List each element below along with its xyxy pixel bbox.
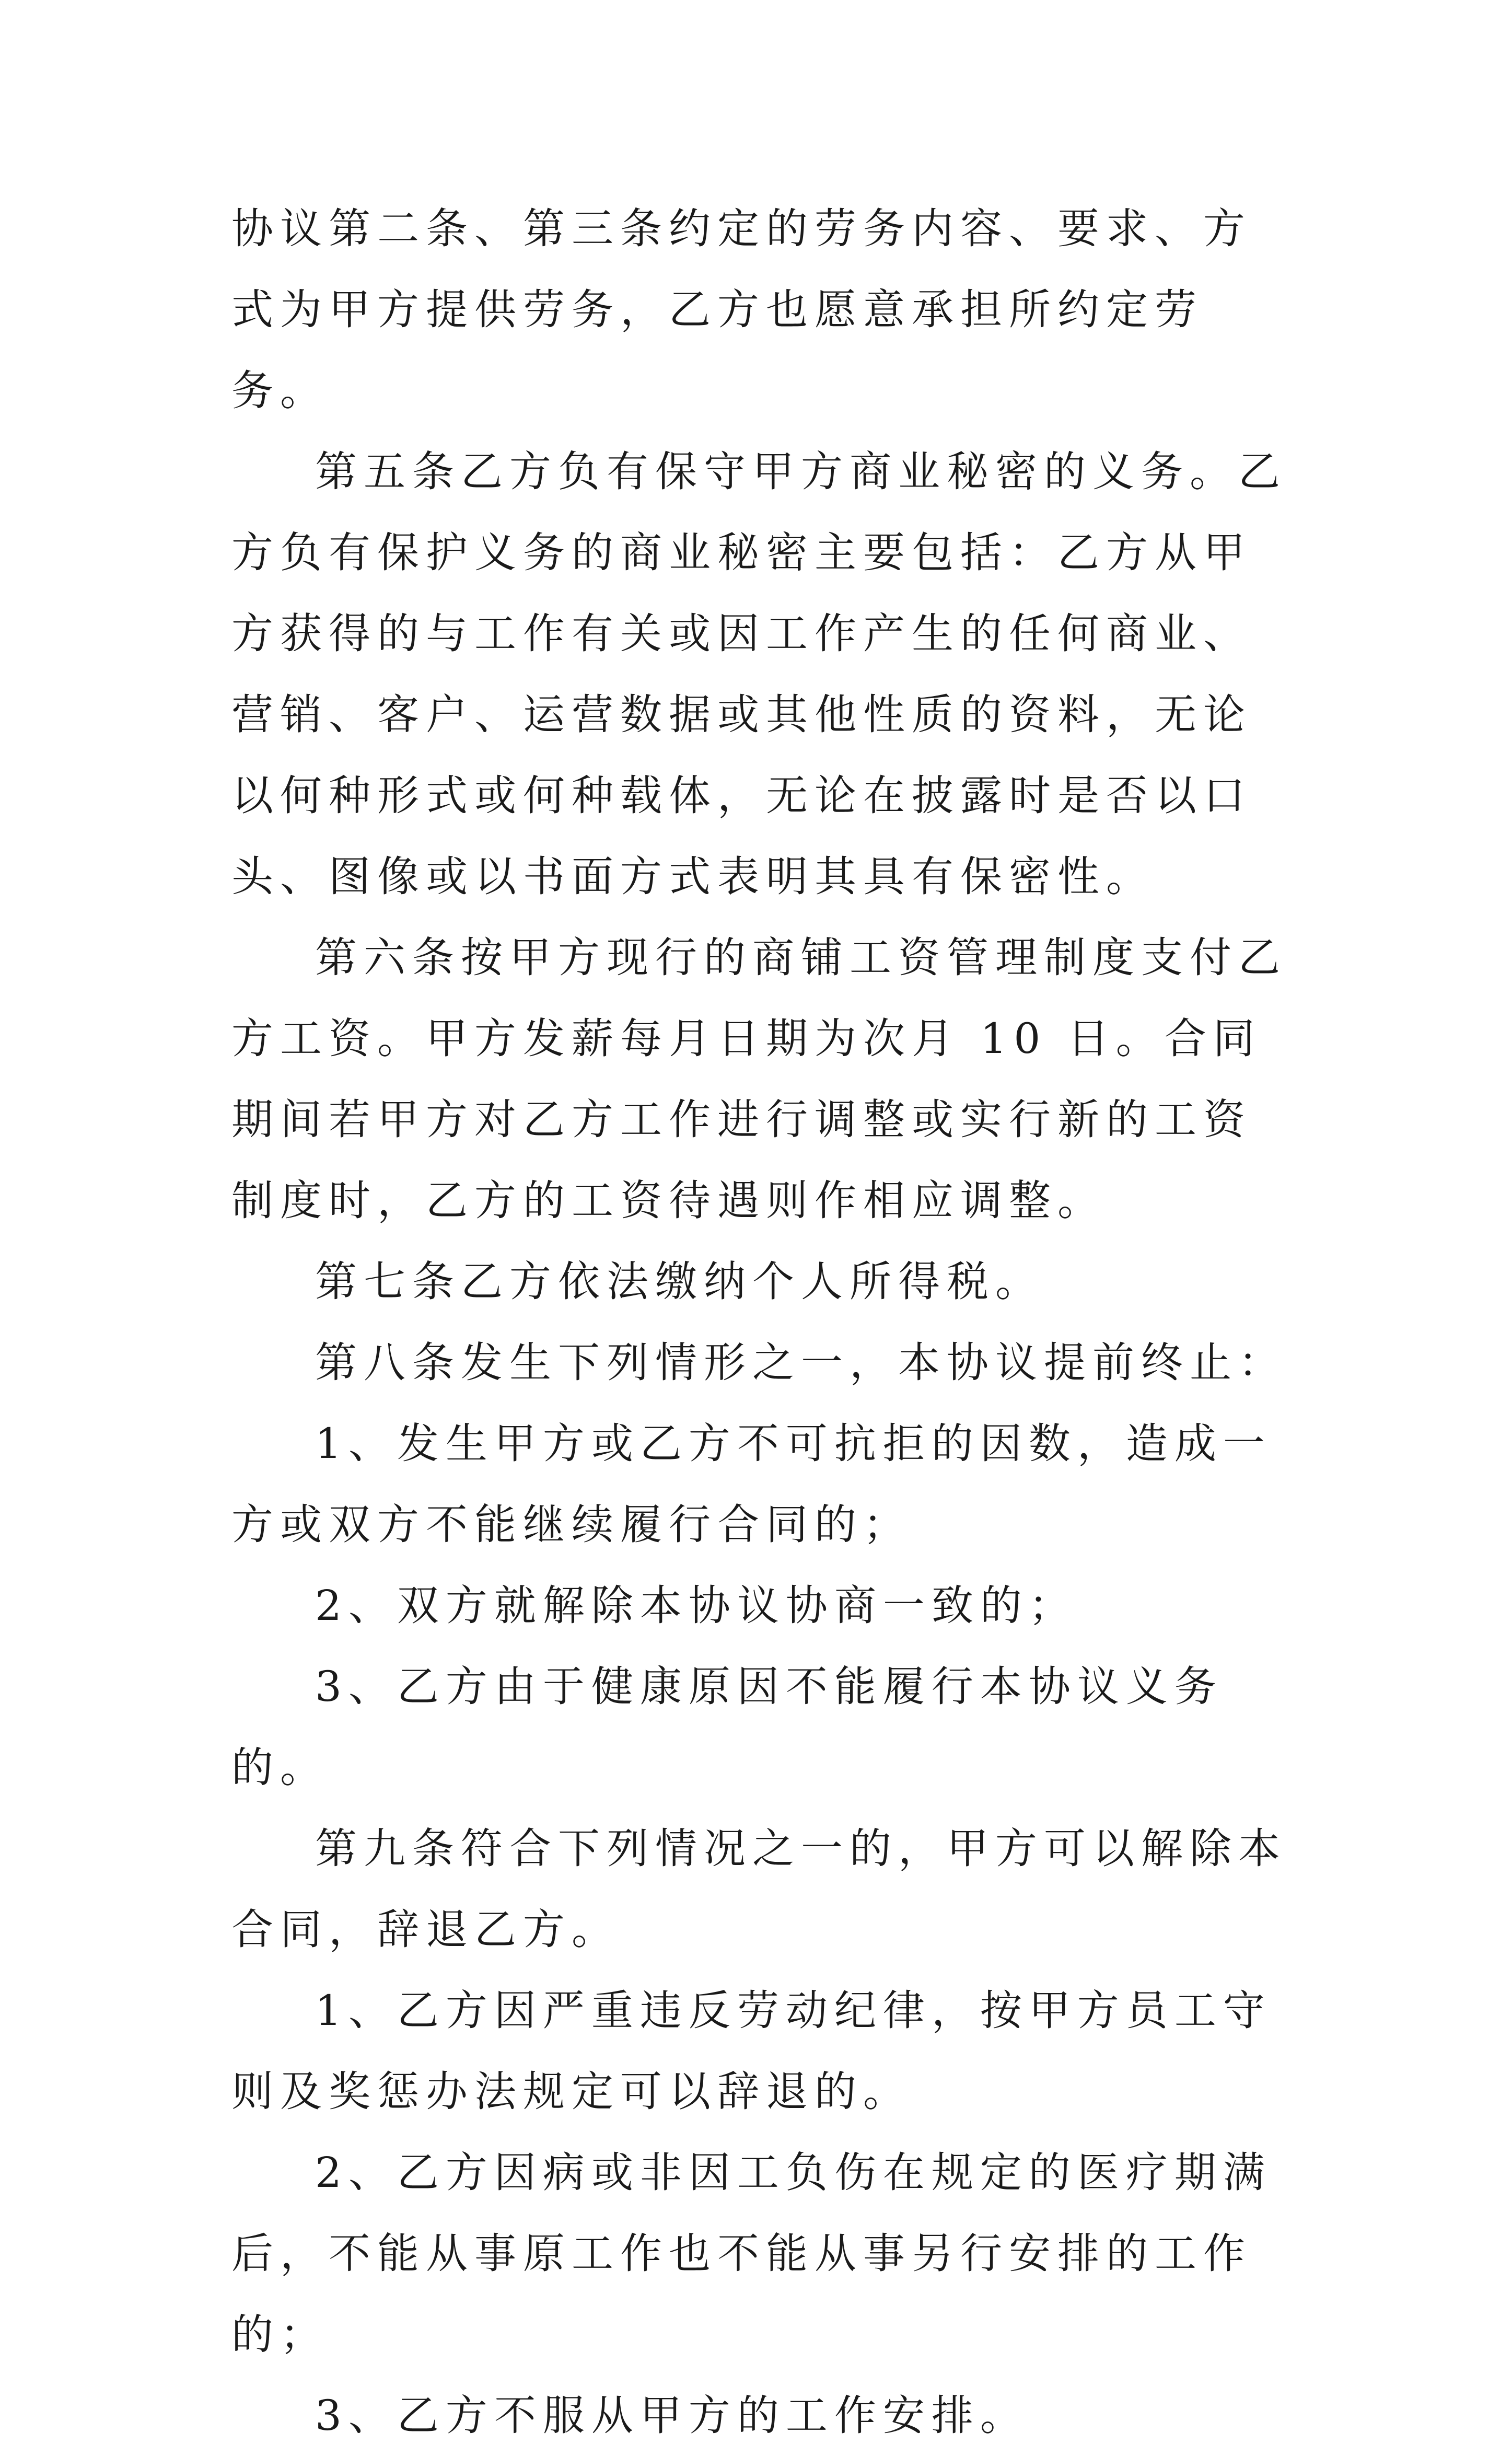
- list-item-article-8-1: 1、发生甲方或乙方不可抗拒的因数，造成一方或双方不能继续履行合同的；: [231, 1419, 1272, 1549]
- paragraph-article-8: 第八条发生下列情形之一，本协议提前终止：: [315, 1338, 1287, 1387]
- list-item-article-9-2: 2、乙方因病或非因工负伤在规定的医疗期满后，不能从事原工作也不能从事另行安排的工作的；: [231, 2148, 1272, 2359]
- paragraph-article-9: 第九条符合下列情况之一的，甲方可以解除本合同，辞退乙方。: [231, 1824, 1287, 1954]
- paragraph-continued-clause: 协议第二条、第三条约定的劳务内容、要求、方式为甲方提供劳务，乙方也愿意承担所约定劳务。: [231, 204, 1252, 415]
- list-item-article-9-3: 3、乙方不服从甲方的工作安排。: [315, 2391, 1029, 2440]
- document-body: [231, 188, 1297, 2456]
- paragraph-article-5: 第五条乙方负有保守甲方商业秘密的义务。乙方负有保护义务的商业秘密主要包括：乙方从甲方获得的与工作有关或因工作产生的任何商业、营销、客户、运营数据或其他性质的资料，无论以何种形式或何种载体，无论在披露时是否以口头、图像或以书面方式表明其具有保密性。: [231, 447, 1287, 901]
- paragraph-article-7: 第七条乙方依法缴纳个人所得税。: [315, 1257, 1044, 1306]
- list-item-article-8-3: 3、乙方由于健康原因不能履行本协议义务的。: [231, 1662, 1223, 1792]
- list-item-article-8-2: 2、双方就解除本协议协商一致的；: [315, 1581, 1077, 1630]
- list-item-article-9-1: 1、乙方因严重违反劳动纪律，按甲方员工守则及奖惩办法规定可以辞退的。: [231, 1986, 1272, 2116]
- paragraph-article-6: 第六条按甲方现行的商铺工资管理制度支付乙方工资。甲方发薪每月日期为次月 10 日。合同期间若甲方对乙方工作进行调整或实行新的工资制度时，乙方的工资待遇则作相应调整。: [231, 933, 1287, 1225]
